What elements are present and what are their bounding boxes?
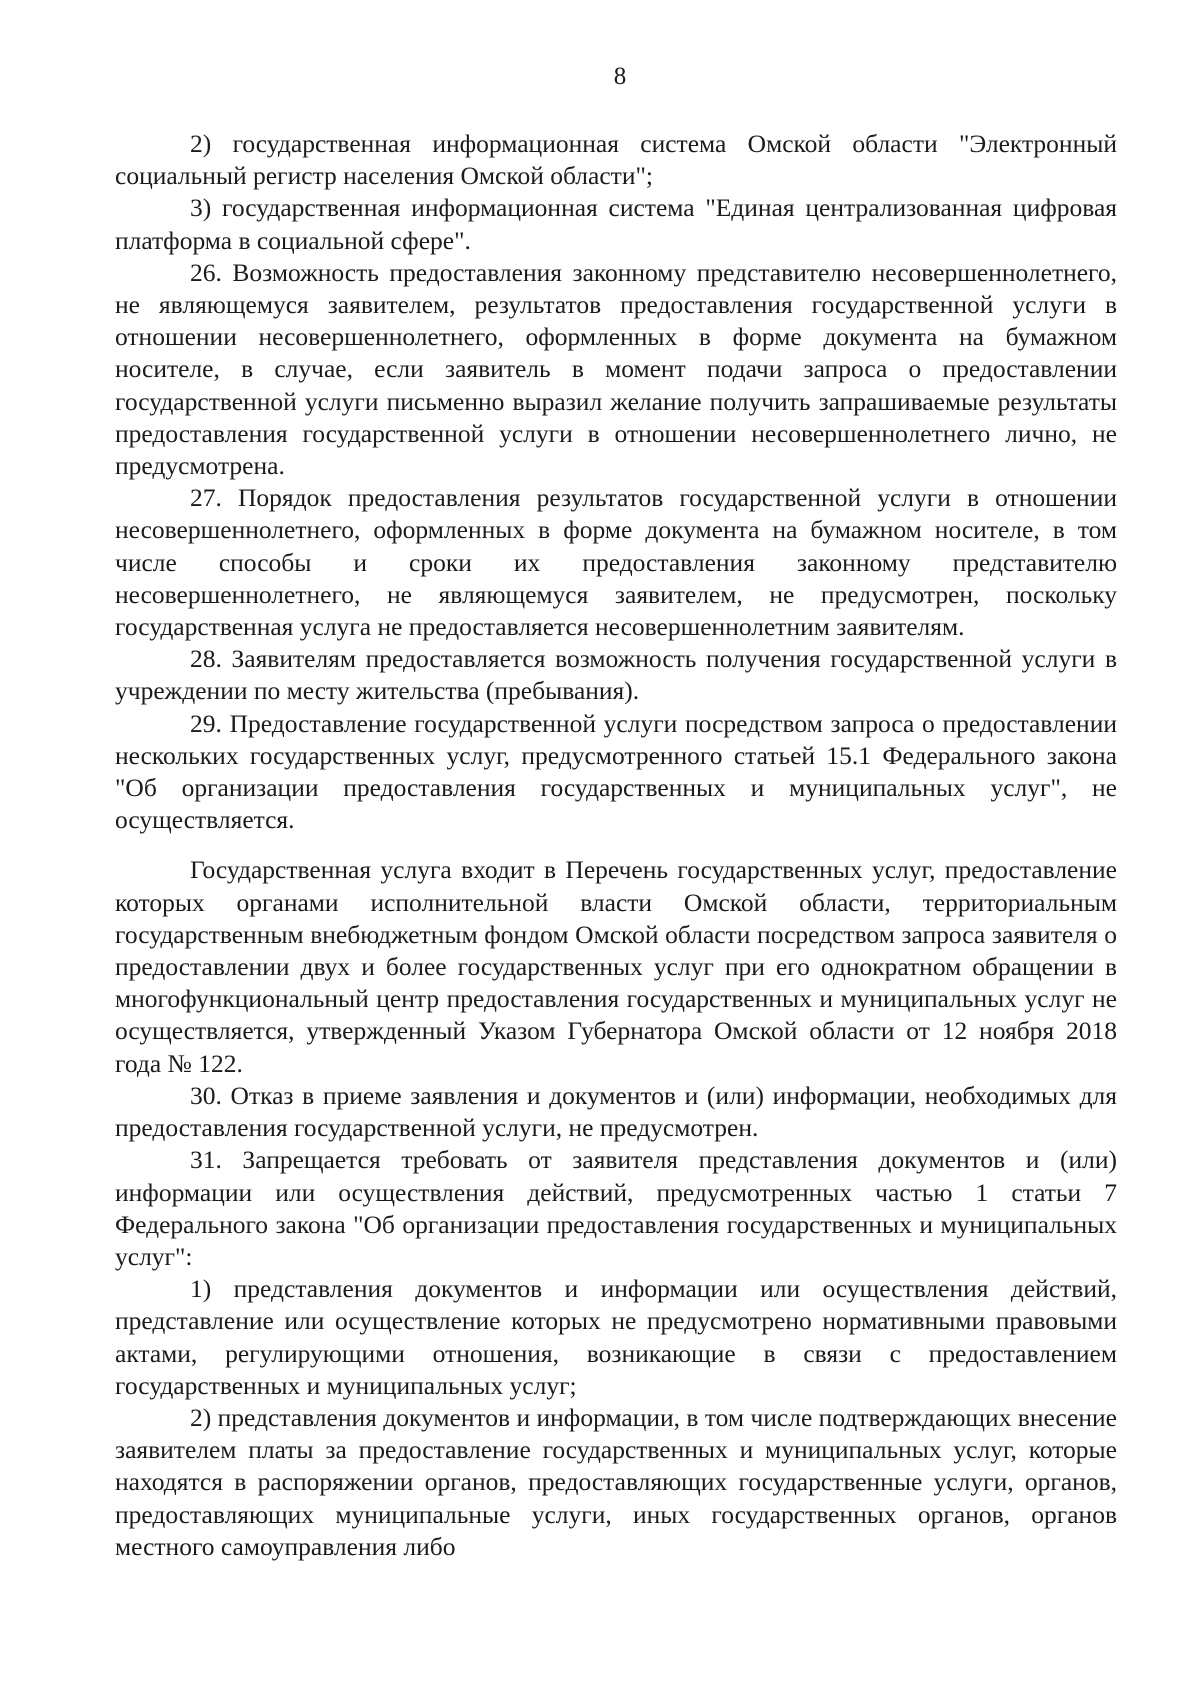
- paragraph-28: 28. Заявителям предоставляется возможность получения государственной услуги в учреждении по месту жительства (пребывания).: [115, 644, 1117, 706]
- paragraph-31-item-1: 1) представления документов и информации или осуществления действий, представление или осуществление которых не предусмотрено нормативными правовыми актами, регулирующими отношения, возникающие в связи с предоставлением государственных и муниципальных услуг;: [115, 1274, 1117, 1400]
- paragraph-item-3: 3) государственная информационная система "Единая централизованная цифровая платформа в социальной сфере".: [115, 193, 1117, 255]
- document-body: [115, 128, 1117, 1563]
- paragraph-31: 31. Запрещается требовать от заявителя представления документов и (или) информации или осуществления действий, предусмотренных частью 1 статьи 7 Федерального закона "Об организации предоставления государственных и муниципальных услуг":: [115, 1145, 1117, 1271]
- page-number: 8: [613, 63, 627, 90]
- paragraph-item-2: 2) государственная информационная система Омской области "Электронный социальный регистр населения Омской области";: [115, 129, 1117, 191]
- paragraph-state-service-list: Государственная услуга входит в Перечень государственных услуг, предоставление которых органами исполнительной власти Омской области, территориальным государственным внебюджетным фондом Омской области посредством запроса заявителя о предоставлении двух и более государственных услуг при его однократном обращении в многофункциональный центр предоставления государственных и муниципальных услуг не осуществляется, утвержденный Указом Губернатора Омской области от 12 ноября 2018 года № 122.: [115, 855, 1117, 1078]
- paragraph-27: 27. Порядок предоставления результатов государственной услуги в отношении несовершеннолетнего, оформленных в форме документа на бумажном носителе, в том числе способы и сроки их предоставления законному представителю несовершеннолетнего, не являющемуся заявителем, не предусмотрен, поскольку государственная услуга не предоставляется несовершеннолетним заявителям.: [115, 483, 1117, 642]
- paragraph-26: 26. Возможность предоставления законному представителю несовершеннолетнего, не являющемуся заявителем, результатов предоставления государственной услуги в отношении несовершеннолетнего, оформленных в форме документа на бумажном носителе, в случае, если заявитель в момент подачи запроса о предоставлении государственной услуги письменно выразил желание получить запрашиваемые результаты предоставления государственной услуги в отношении несовершеннолетнего лично, не предусмотрена.: [115, 257, 1117, 481]
- paragraph-30: 30. Отказ в приеме заявления и документов и (или) информации, необходимых для предоставления государственной услуги, не предусмотрен.: [115, 1080, 1117, 1143]
- paragraph-31-item-2: 2) представления документов и информации, в том числе подтверждающих внесение заявителем платы за предоставление государственных и муниципальных услуг, которые находятся в распоряжении органов, предоставляющих государственные услуги, органов, предоставляющих муниципальные услуги, иных государственных органов, органов местного самоуправления либо: [115, 1402, 1117, 1561]
- paragraph-29: 29. Предоставление государственной услуги посредством запроса о предоставлении нескольких государственных услуг, предусмотренного статьей 15.1 Федерального закона "Об организации предоставления государственных и муниципальных услуг", не осуществляется.: [115, 708, 1117, 835]
